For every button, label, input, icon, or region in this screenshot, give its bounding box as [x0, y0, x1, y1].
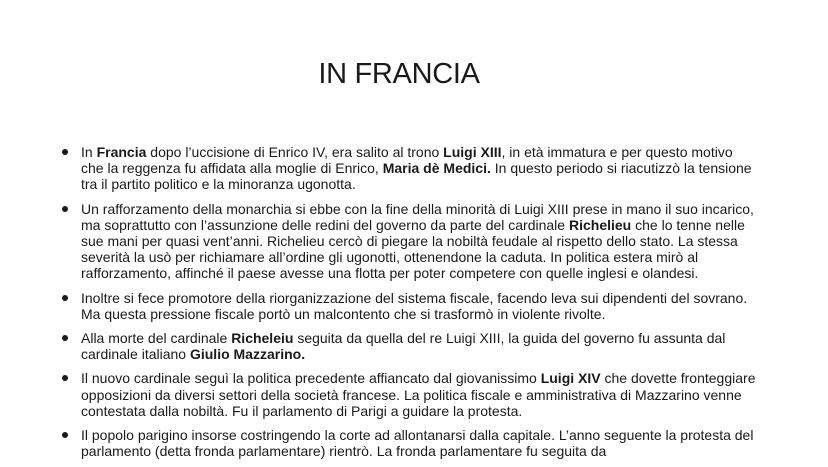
- text-segment: Inoltre si fece promotore della riorganizzazione del sistema fiscale, facendo leva sui dipendenti del sovrano. Ma questa pressione fiscale portò un malcontento che si trasformò in violente rivolte.: [81, 289, 748, 322]
- highlighted-term: Richeleiu: [231, 330, 294, 347]
- bullet-dot-icon: [62, 295, 68, 301]
- slide-title: IN FRANCIA: [318, 58, 480, 90]
- text-segment: dopo l’uccisione di Enrico IV, era salito al trono: [146, 144, 444, 160]
- bullet-item: [58, 290, 758, 322]
- highlighted-term: Luigi XIII: [443, 144, 502, 160]
- text-segment: In questo periodo si riacutizzò la tensione tra il partito politico e la minoranza ugonotta.: [81, 160, 752, 193]
- bullet-dot-icon: [62, 432, 68, 438]
- bullet-text: [81, 201, 754, 282]
- bullet-item: [58, 330, 758, 362]
- text-segment: Il nuovo cardinale seguì la politica precedente affiancato dal giovanissimo: [81, 370, 541, 387]
- bullet-text: [81, 144, 752, 192]
- text-segment: , in età immatura e per questo motivo che la reggenza fu affidata alla moglie di Enrico,: [81, 144, 733, 177]
- highlighted-term: Francia: [96, 144, 147, 160]
- text-segment: Alla morte del cardinale: [81, 330, 232, 347]
- bullet-list: [58, 144, 758, 467]
- bullet-text: [81, 330, 725, 362]
- text-segment: che dovette fronteggiare opposizioni da diversi settori della società francese. La politica fiscale e amministrativa di Mazzarino venne contestata dalla nobiltà. Fu il parlamento di Parigi a guidare la protesta.: [81, 370, 756, 419]
- bullet-item: [58, 427, 758, 459]
- text-segment: Un rafforzamento della monarchia si ebbe con la fine della minorità di Luigi XIII prese in mano il suo incarico, ma soprattutto con l’assunzione delle redini del governo da parte del cardinale: [81, 200, 754, 233]
- bullet-item: [58, 144, 758, 193]
- highlighted-term: Luigi XIV: [540, 370, 601, 387]
- text-segment: In: [81, 144, 97, 160]
- highlighted-term: Richelieu: [568, 216, 632, 233]
- bullet-item: [58, 201, 758, 282]
- highlighted-term: Giulio Mazzarino.: [189, 346, 306, 363]
- bullet-text: [81, 370, 755, 418]
- highlighted-term: Maria dè Medici.: [382, 160, 491, 177]
- bullet-dot-icon: [62, 375, 68, 381]
- bullet-text: [81, 427, 753, 459]
- bullet-text: [81, 290, 747, 322]
- bullet-item: [58, 370, 758, 419]
- text-segment: seguita da quella del re Luigi XIII, la guida del governo fu assunta dal cardinale italiano: [81, 330, 726, 363]
- bullet-dot-icon: [62, 335, 68, 341]
- bullet-dot-icon: [62, 206, 68, 212]
- text-segment: Il popolo parigino insorse costringendo la corte ad allontanarsi dalla capitale. L’anno seguente la protesta del parlamento (detta fronda parlamentare) rientrò. La fronda parlamentare fu seguita da: [81, 427, 754, 460]
- text-segment: che lo tenne nelle sue mani per quasi vent’anni. Richelieu cercò di piegare la nobiltà feudale al rispetto dello stato. La stessa severità la usò per richiamare all’ordine gli ugonotti, ottenendone la caduta. In politica estera mirò al rafforzamento, affinché il paese avesse una flotta per poter competere con quelle inglesi e olandesi.: [81, 216, 745, 282]
- bullet-dot-icon: [62, 149, 68, 155]
